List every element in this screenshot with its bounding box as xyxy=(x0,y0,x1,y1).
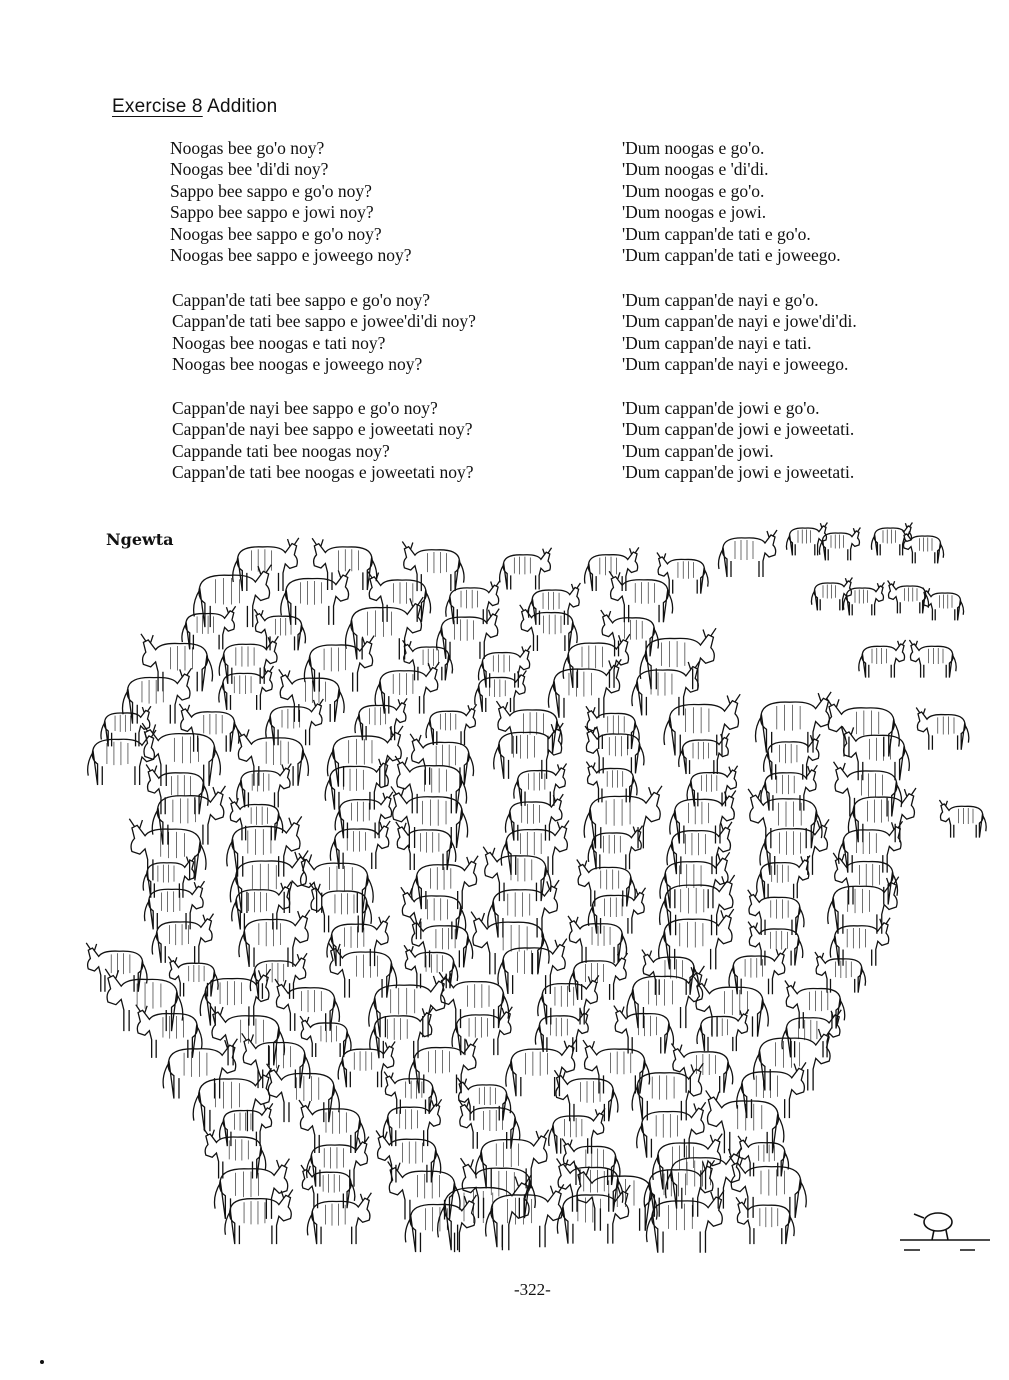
cow-drawing xyxy=(328,943,396,998)
goat-drawing xyxy=(909,640,956,678)
cow-drawing xyxy=(402,541,464,591)
cow-drawing xyxy=(535,1009,589,1052)
cow-drawing xyxy=(757,855,810,898)
goat-drawing xyxy=(859,640,906,678)
cow-drawing xyxy=(736,1197,794,1244)
cattle-herd xyxy=(86,538,916,1253)
cow-drawing xyxy=(667,822,732,874)
cow-drawing xyxy=(279,669,344,722)
cow-drawing xyxy=(671,1044,732,1093)
cow-drawing xyxy=(748,789,822,848)
cow-drawing xyxy=(227,816,302,876)
cow-drawing xyxy=(123,668,192,723)
answer-line: 'Dum cappan'de jowi e joweetati. xyxy=(622,419,855,440)
cow-drawing xyxy=(304,636,374,692)
question-line: Sappo bee sappo e go'o noy? xyxy=(170,180,372,201)
answer-line: 'Dum cappan'de jowi e go'o. xyxy=(622,398,820,418)
cow-drawing xyxy=(376,1131,441,1183)
question-line: Cappan'de nayi bee sappo e joweetati noy? xyxy=(172,419,473,440)
goat-drawing xyxy=(719,530,778,577)
cow-drawing xyxy=(738,1136,788,1177)
cow-drawing xyxy=(609,571,672,622)
goat-drawing xyxy=(939,800,986,838)
answer-line: 'Dum noogas e jowi. xyxy=(622,202,767,223)
answer-line: 'Dum cappan'de tati e go'o. xyxy=(622,223,811,244)
cow-drawing xyxy=(307,1137,369,1187)
cow-drawing xyxy=(815,952,866,993)
question-line: Cappan'de tati bee sappo e go'o noy? xyxy=(172,290,431,310)
cow-drawing xyxy=(225,1190,293,1245)
cow-drawing xyxy=(584,786,662,849)
cow-drawing xyxy=(388,1161,460,1219)
cow-drawing xyxy=(179,704,239,752)
cow-drawing xyxy=(647,1190,725,1252)
question-line: Sappo bee sappo e jowi noy? xyxy=(170,202,374,223)
cow-drawing xyxy=(632,661,700,716)
cow-drawing xyxy=(396,822,456,870)
cow-drawing xyxy=(136,1005,202,1058)
goat-drawing xyxy=(786,523,827,556)
cow-drawing xyxy=(548,659,621,718)
cow-drawing xyxy=(754,1028,832,1091)
cow-drawing xyxy=(412,856,478,909)
cow-drawing xyxy=(827,698,900,756)
cow-drawing xyxy=(152,914,213,963)
page-number: -322- xyxy=(514,1280,551,1299)
cow-drawing xyxy=(168,956,218,996)
question-line: Cappande tati bee noogas noy? xyxy=(172,440,390,461)
cow-drawing xyxy=(182,606,236,649)
answer-line: 'Dum cappan'de jowi e joweetati. xyxy=(622,462,855,483)
stray-mark xyxy=(40,1360,44,1364)
cow-drawing xyxy=(730,1156,807,1218)
cow-drawing xyxy=(220,1103,273,1146)
cow-drawing xyxy=(588,826,642,870)
answer-line: 'Dum cappan'de nayi e jowe'di'di. xyxy=(622,311,857,332)
answer-line: 'Dum noogas e go'o. xyxy=(622,180,765,201)
cow-drawing xyxy=(664,694,740,755)
answer-line: 'Dum noogas e 'di'di. xyxy=(622,159,769,180)
cow-drawing xyxy=(586,706,639,749)
cow-drawing xyxy=(86,943,147,992)
cow-drawing xyxy=(660,852,730,908)
answer-line: 'Dum cappan'de jowi. xyxy=(622,440,774,461)
cow-drawing xyxy=(755,692,831,753)
cow-drawing xyxy=(761,765,818,810)
cow-drawing xyxy=(501,820,569,874)
cow-drawing xyxy=(219,666,274,710)
cow-drawing xyxy=(254,609,305,650)
cow-drawing xyxy=(557,1185,630,1244)
cow-drawing xyxy=(210,1006,284,1066)
cow-drawing xyxy=(438,1175,532,1250)
question-line: Noogas bee sappo e joweego noy? xyxy=(170,244,412,265)
goat-drawing xyxy=(888,581,929,614)
cow-drawing xyxy=(488,880,559,937)
cow-drawing xyxy=(697,1009,749,1051)
goat-group xyxy=(719,523,987,838)
cow-drawing xyxy=(152,786,225,845)
exercise-number: Exercise 8 xyxy=(112,96,203,117)
exercise-title: Addition xyxy=(207,96,278,117)
bird-drawing xyxy=(900,1213,990,1250)
goat-drawing xyxy=(916,708,969,750)
illustration-caption: Ngewta xyxy=(106,530,174,549)
cow-drawing xyxy=(785,980,845,1028)
cow-drawing xyxy=(583,1040,650,1093)
goat-drawing xyxy=(871,523,912,556)
question-line: Noogas bee go'o noy? xyxy=(170,138,325,158)
cow-drawing xyxy=(694,977,768,1036)
cow-drawing xyxy=(577,860,635,907)
question-line: Noogas bee noogas e tati noy? xyxy=(172,332,386,353)
answer-line: 'Dum noogas e go'o. xyxy=(622,138,765,158)
cow-drawing xyxy=(506,1040,577,1097)
cow-drawing xyxy=(833,853,897,905)
cow-drawing xyxy=(369,975,447,1038)
cow-drawing xyxy=(500,548,552,590)
question-line: Cappan'de tati bee noogas e joweetati noy? xyxy=(172,462,474,483)
cow-drawing xyxy=(335,792,393,838)
cow-drawing xyxy=(657,553,708,594)
cow-drawing xyxy=(405,1195,476,1252)
question-line: Noogas bee sappo e go'o noy? xyxy=(170,223,382,244)
question-line: Cappan'de nayi bee sappo e go'o noy? xyxy=(172,398,438,418)
question-line: Noogas bee 'di'di noy? xyxy=(170,159,329,180)
answer-line: 'Dum cappan'de nayi e joweego. xyxy=(622,354,849,375)
cow-drawing xyxy=(410,917,472,967)
cow-drawing xyxy=(554,1070,618,1121)
cow-drawing xyxy=(601,610,659,656)
question-line: Cappan'de tati bee sappo e jowee'di'di noy? xyxy=(172,311,476,332)
goat-drawing xyxy=(819,528,860,561)
cow-drawing xyxy=(426,704,477,745)
cow-drawing xyxy=(146,764,208,814)
cow-drawing xyxy=(330,821,390,869)
cow-drawing xyxy=(585,547,639,591)
cow-drawing xyxy=(101,706,151,746)
cow-drawing xyxy=(237,764,291,808)
cow-drawing xyxy=(848,788,916,842)
cow-drawing xyxy=(409,1038,477,1093)
answer-line: 'Dum cappan'de tati e joweego. xyxy=(622,244,841,265)
cow-drawing xyxy=(193,1068,271,1131)
question-line: Noogas bee noogas e joweego noy? xyxy=(172,354,423,375)
answer-line: 'Dum cappan'de nayi e go'o. xyxy=(622,290,819,310)
cow-drawing xyxy=(230,850,308,913)
answer-line: 'Dum cappan'de nayi e tati. xyxy=(622,332,812,353)
cow-drawing xyxy=(401,887,466,939)
goat-drawing xyxy=(903,531,944,564)
cow-drawing xyxy=(737,1062,806,1118)
